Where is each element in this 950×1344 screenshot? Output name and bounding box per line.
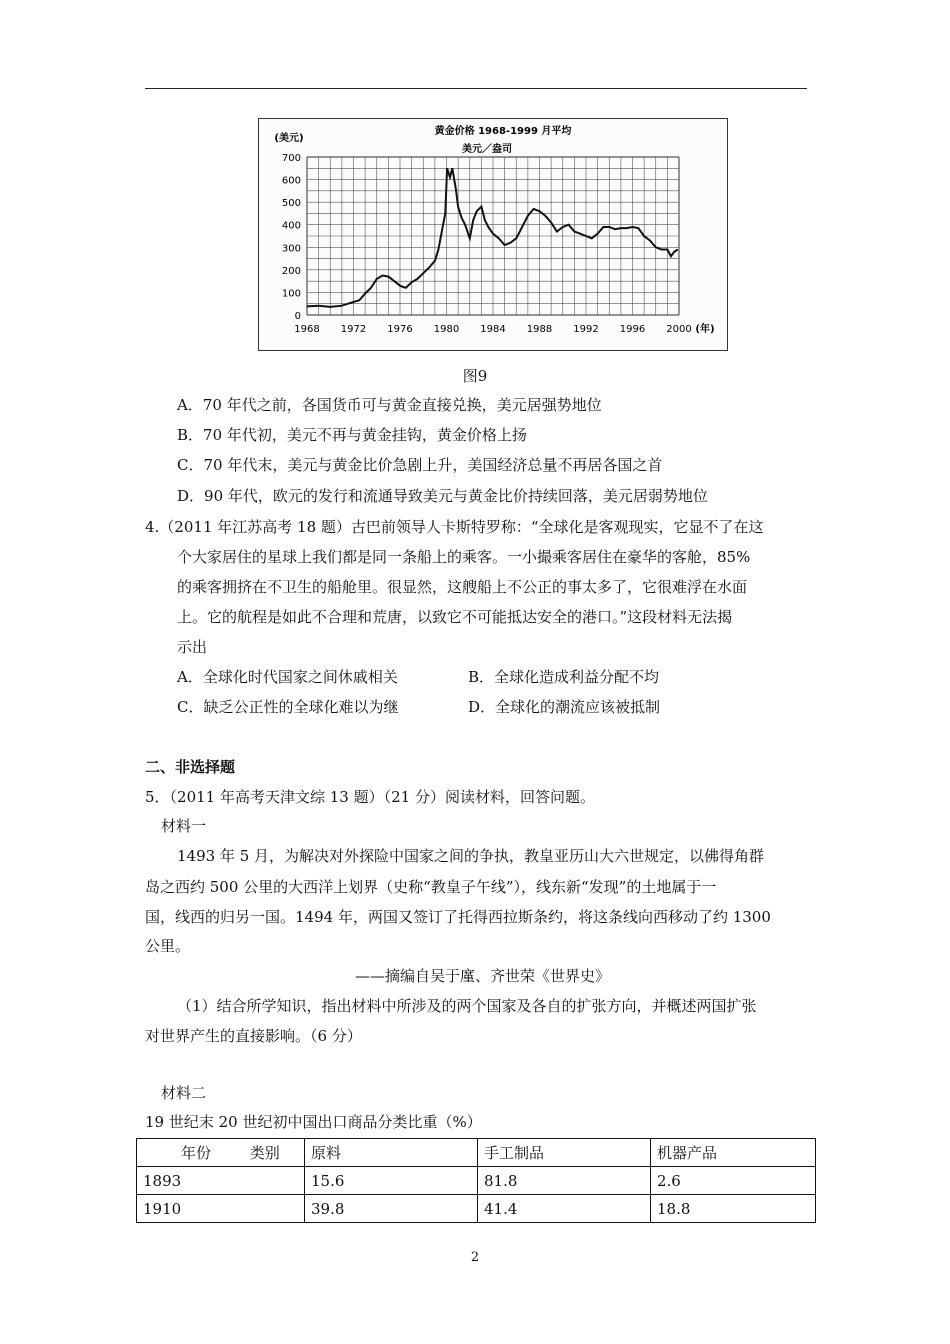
x-tick-label: 1972 bbox=[340, 324, 367, 335]
table-cell: 2.6 bbox=[651, 1167, 816, 1195]
x-axis-unit: (年) bbox=[695, 324, 715, 335]
q1-line-1: （1）结合所学知识，指出材料中所涉及的两个国家及各自的扩张方向，并概述两国扩张 bbox=[177, 997, 757, 1015]
table-header-cell: 原料 bbox=[305, 1139, 478, 1167]
chart-subtitle: 美元／盎司 bbox=[462, 144, 512, 155]
material1-label: 材料一 bbox=[161, 817, 207, 835]
q4-line-4: 上。它的航程是如此不合理和荒唐，以致它不可能抵达安全的港口。”这段材料无法揭 bbox=[177, 608, 733, 626]
x-tick-label: 2000 bbox=[666, 324, 692, 335]
q5-title: 5．（2011 年高考天津文综 13 题）（21 分）阅读材料，回答问题。 bbox=[145, 788, 595, 806]
chart-svg bbox=[259, 119, 727, 350]
corner-year-label: 年份 bbox=[181, 1144, 212, 1162]
table-cell: 15.6 bbox=[305, 1167, 478, 1195]
q3-option-a: A．70 年代之前，各国货币可与黄金直接兑换，美元居强势地位 bbox=[177, 396, 602, 414]
y-axis-unit: (美元) bbox=[274, 133, 304, 144]
table-title: 19 世纪末 20 世纪初中国出口商品分类比重（%） bbox=[145, 1113, 482, 1131]
q4-option-a: A．全球化时代国家之间休戚相关 bbox=[177, 668, 398, 686]
chart-title: 黄金价格 1968-1999 月平均 bbox=[434, 126, 572, 137]
y-tick-label: 600 bbox=[281, 175, 301, 187]
material1-line-3: 国，线西的归另一国。1494 年，两国又签订了托得西拉斯条约，将这条线向西移动了约 1300 bbox=[145, 908, 771, 926]
x-tick-label: 1984 bbox=[480, 324, 506, 335]
table-cell: 1910 bbox=[137, 1195, 305, 1223]
x-tick-label: 1980 bbox=[433, 324, 460, 335]
q4-line-2: 个大家居住的星球上我们都是同一条船上的乘客。一小撮乘客居住在豪华的客舱，85% bbox=[177, 548, 751, 566]
header-rule bbox=[145, 88, 807, 89]
q3-option-c: C．70 年代末，美元与黄金比价急剧上升，美国经济总量不再居各国之首 bbox=[177, 456, 663, 474]
q3-option-d: D．90 年代，欧元的发行和流通导致美元与黄金比价持续回落，美元居弱势地位 bbox=[177, 487, 708, 505]
q4-option-c: C．缺乏公正性的全球化难以为继 bbox=[177, 698, 399, 716]
table-header-cell: 机器产品 bbox=[651, 1139, 816, 1167]
gold-price-line bbox=[307, 168, 678, 307]
table-header-row bbox=[137, 1139, 816, 1167]
q4-line-3: 的乘客拥挤在不卫生的船舱里。很显然，这艘船上不公正的事太多了，它很难浮在水面 bbox=[177, 578, 748, 596]
material2-label: 材料二 bbox=[161, 1084, 207, 1102]
table-cell: 41.4 bbox=[478, 1195, 651, 1223]
q4-line-5: 示出 bbox=[177, 638, 208, 656]
table-row bbox=[137, 1195, 816, 1223]
y-tick-label: 500 bbox=[281, 198, 301, 210]
q4-option-d: D．全球化的潮流应该被抵制 bbox=[468, 698, 661, 716]
q4-option-b: B．全球化造成利益分配不均 bbox=[468, 668, 660, 686]
page-number: 2 bbox=[470, 1250, 480, 1265]
section-heading: 二、非选择题 bbox=[145, 758, 236, 776]
x-tick-label: 1988 bbox=[526, 324, 553, 335]
y-tick-label: 700 bbox=[281, 153, 301, 164]
export-table bbox=[136, 1138, 816, 1223]
x-tick-label: 1976 bbox=[387, 324, 413, 335]
table-corner-cell bbox=[137, 1139, 305, 1167]
table-cell: 81.8 bbox=[478, 1167, 651, 1195]
figure-caption: 图9 bbox=[462, 367, 488, 385]
y-tick-label: 300 bbox=[281, 243, 301, 255]
x-tick-label: 1992 bbox=[573, 324, 599, 335]
material1-line-2: 岛之西约 500 公里的大西洋上划界（史称“教皇子午线”），线东新“发现”的土地属于一 bbox=[145, 878, 717, 896]
material1-source: ——摘编自吴于廑、齐世荣《世界史》 bbox=[355, 967, 611, 985]
table-header-cell: 手工制品 bbox=[478, 1139, 651, 1167]
q4-line-1: 4.（2011 年江苏高考 18 题）古巴前领导人卡斯特罗称：“全球化是客观现实，它显不了在这 bbox=[145, 518, 764, 536]
y-tick-label: 200 bbox=[281, 265, 301, 277]
table-cell: 18.8 bbox=[651, 1195, 816, 1223]
y-tick-label: 400 bbox=[281, 220, 301, 232]
x-tick-label: 1968 bbox=[294, 324, 320, 335]
material1-line-1: 1493 年 5 月，为解决对外探险中国家之间的争执，教皇亚历山大六世规定，以佛得角群 bbox=[177, 847, 765, 865]
corner-category-label: 类别 bbox=[249, 1144, 280, 1162]
q3-option-b: B．70 年代初，美元不再与黄金挂钩，黄金价格上扬 bbox=[177, 426, 527, 444]
x-tick-label: 1996 bbox=[619, 324, 646, 335]
table-cell: 1893 bbox=[137, 1167, 305, 1195]
material1-line-4: 公里。 bbox=[145, 937, 191, 955]
table-cell: 39.8 bbox=[305, 1195, 478, 1223]
y-tick-label: 0 bbox=[294, 311, 301, 322]
q1-line-2: 对世界产生的直接影响。（6 分） bbox=[145, 1027, 362, 1045]
gold-price-chart bbox=[258, 118, 728, 351]
y-tick-label: 100 bbox=[281, 288, 301, 300]
table-row bbox=[137, 1167, 816, 1195]
